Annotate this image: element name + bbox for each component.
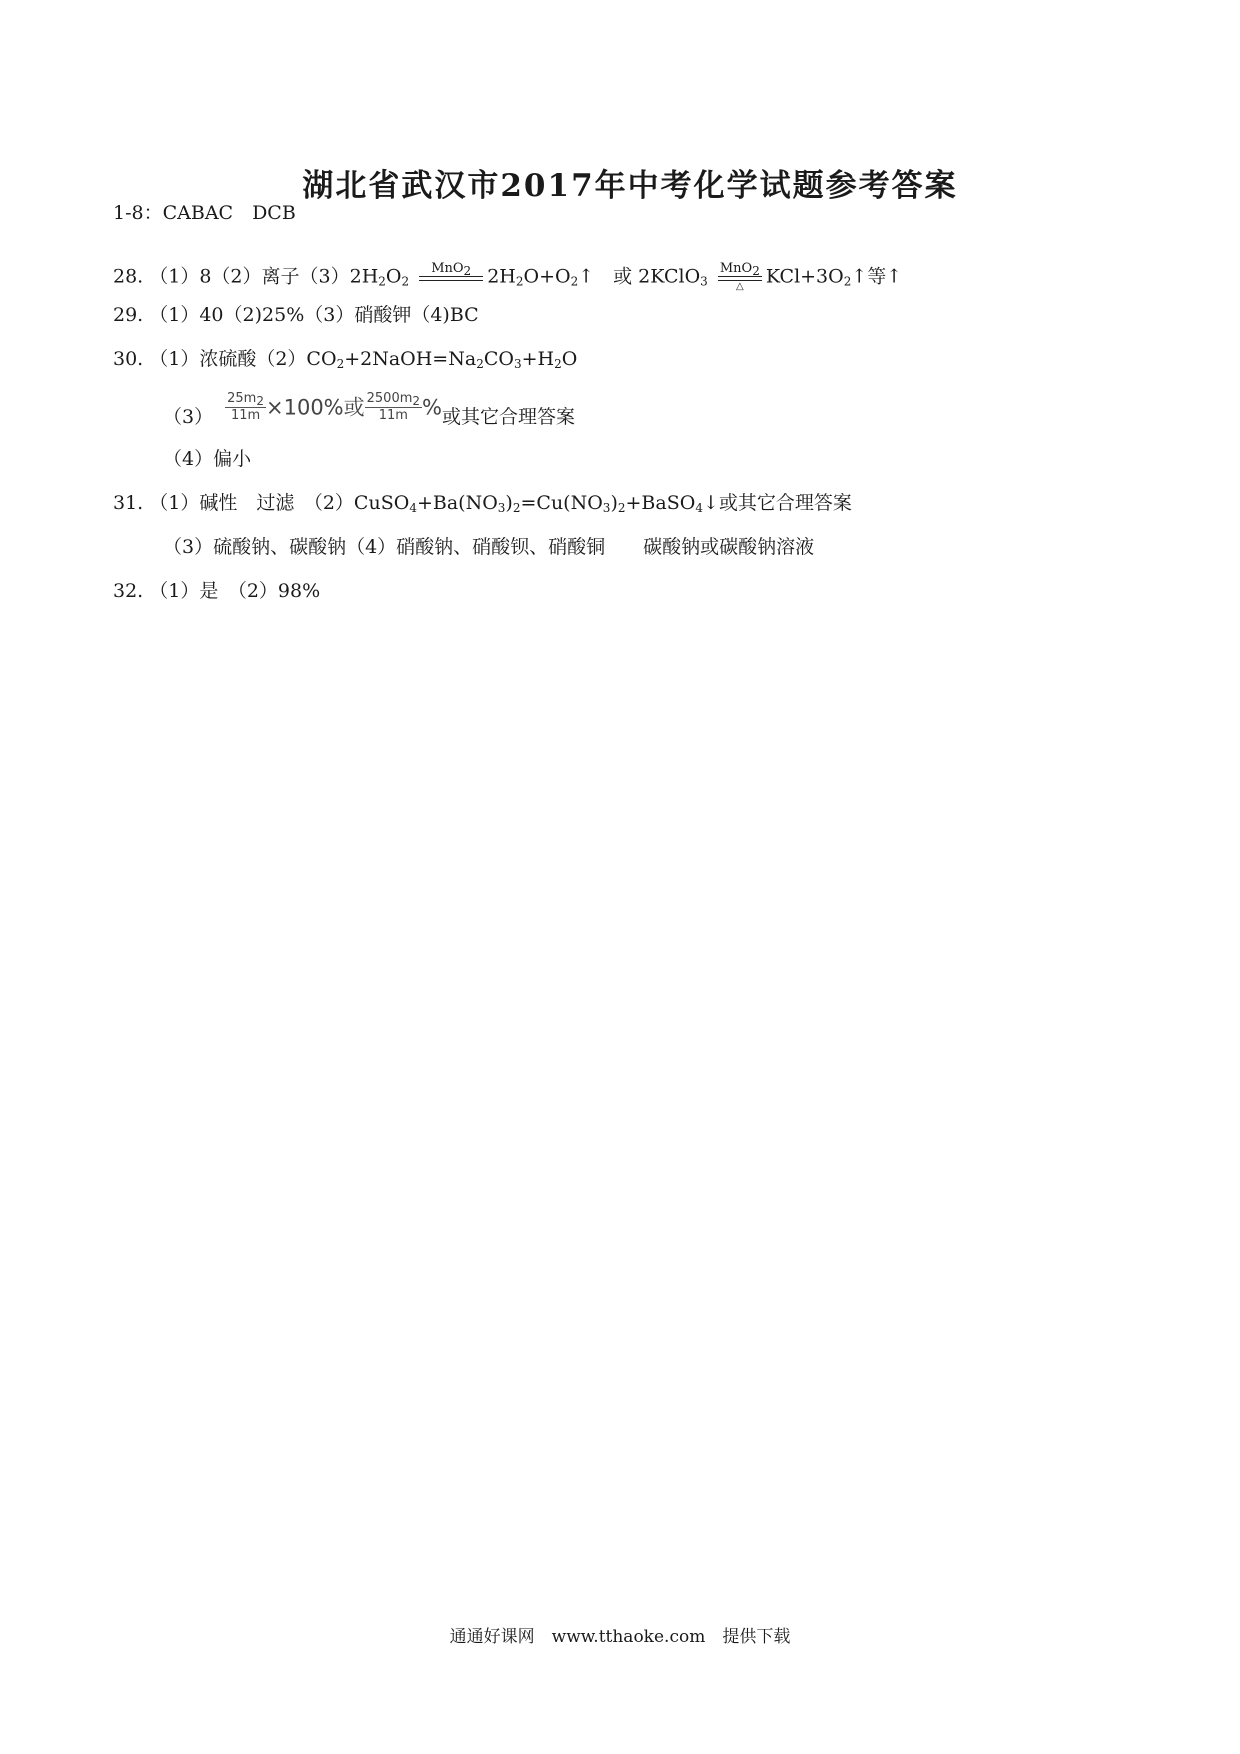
pct-sign: % <box>422 395 442 419</box>
answer-line-30-3 <box>163 390 576 430</box>
answer-line-31-2: （3）硫酸钠、碳酸钠（4）硝酸钠、硝酸钡、硝酸铜 碳酸钠或碳酸钠溶液 <box>163 536 815 558</box>
q30-rest: +2NaOH=Na <box>344 348 477 370</box>
q31-tail: ↓或其它合理答案 <box>702 492 852 514</box>
reaction-arrow-heat: MnO$_2$ △ <box>718 262 762 293</box>
page-title: 湖北省武汉市2017年中考化学试题参考答案 <box>302 168 958 204</box>
q28-or: 或 2KClO <box>613 265 701 288</box>
answer-line-30: 30. （1）浓硫酸$(2)CO_2+2NaOH=Na_2CO_3+H_2O$ <box>113 348 578 371</box>
q28-catalyst2: MnO <box>719 261 753 276</box>
q30-part3-tail: 或其它合理答案 <box>442 406 576 428</box>
q28-tail: KCl+3O <box>765 265 844 288</box>
q30-part3-label: （3） <box>163 406 214 428</box>
q28-suffix: ↑等↑ <box>851 265 903 288</box>
formula-image: $\frac{25m_2}{11m}$ ×100%或 $\frac{2500m_2}{11m}$ % <box>227 390 442 423</box>
frac1-num: 25m <box>227 390 257 406</box>
answer-line-30-4: （4）偏小 <box>163 448 252 470</box>
answer-line-31: 31. （1）碱性 过滤 $(2)CuSO_4+Ba(NO_3)_2=Cu(NO_3)_2+BaSO_4↓$或其它合理答案 <box>113 492 852 515</box>
heat-symbol: △ <box>735 281 744 292</box>
frac2-den: 11m <box>378 407 408 423</box>
q28-catalyst: MnO <box>431 261 464 276</box>
frac1-den: 11m <box>230 407 261 423</box>
answer-line-29: 29. （1）40（2)25%（3）硝酸钾（4)BC <box>113 304 479 326</box>
frac2-num: 2500m <box>366 390 413 406</box>
answer-line-32: 32. （1）是 （2）98% <box>113 580 321 602</box>
answer-line-mc: 1-8：CABAC DCB <box>113 202 296 224</box>
q28-prefix: 28. （1）8（2）离子（3）2H <box>113 265 379 288</box>
answer-line-28: 28. （1）8（2）离子$(3)2H_2O_2$ MnO$_2$ $2H_2O+O_2↑$ 或 2KClO$_3$ MnO$_2$ △ $KCl+3O_2↑$等↑ <box>113 261 903 292</box>
reaction-arrow-catalyst: MnO$_2$ <box>419 262 483 293</box>
times-text: ×100%或 <box>266 395 365 419</box>
q30-prefix: 30. （1）浓硫酸（2）CO <box>113 348 337 370</box>
q31-a: 31. （1）碱性 过滤 （2）CuSO <box>113 492 410 514</box>
footer-text: 通通好课网 www.tthaoke.com 提供下载 <box>449 1627 791 1647</box>
